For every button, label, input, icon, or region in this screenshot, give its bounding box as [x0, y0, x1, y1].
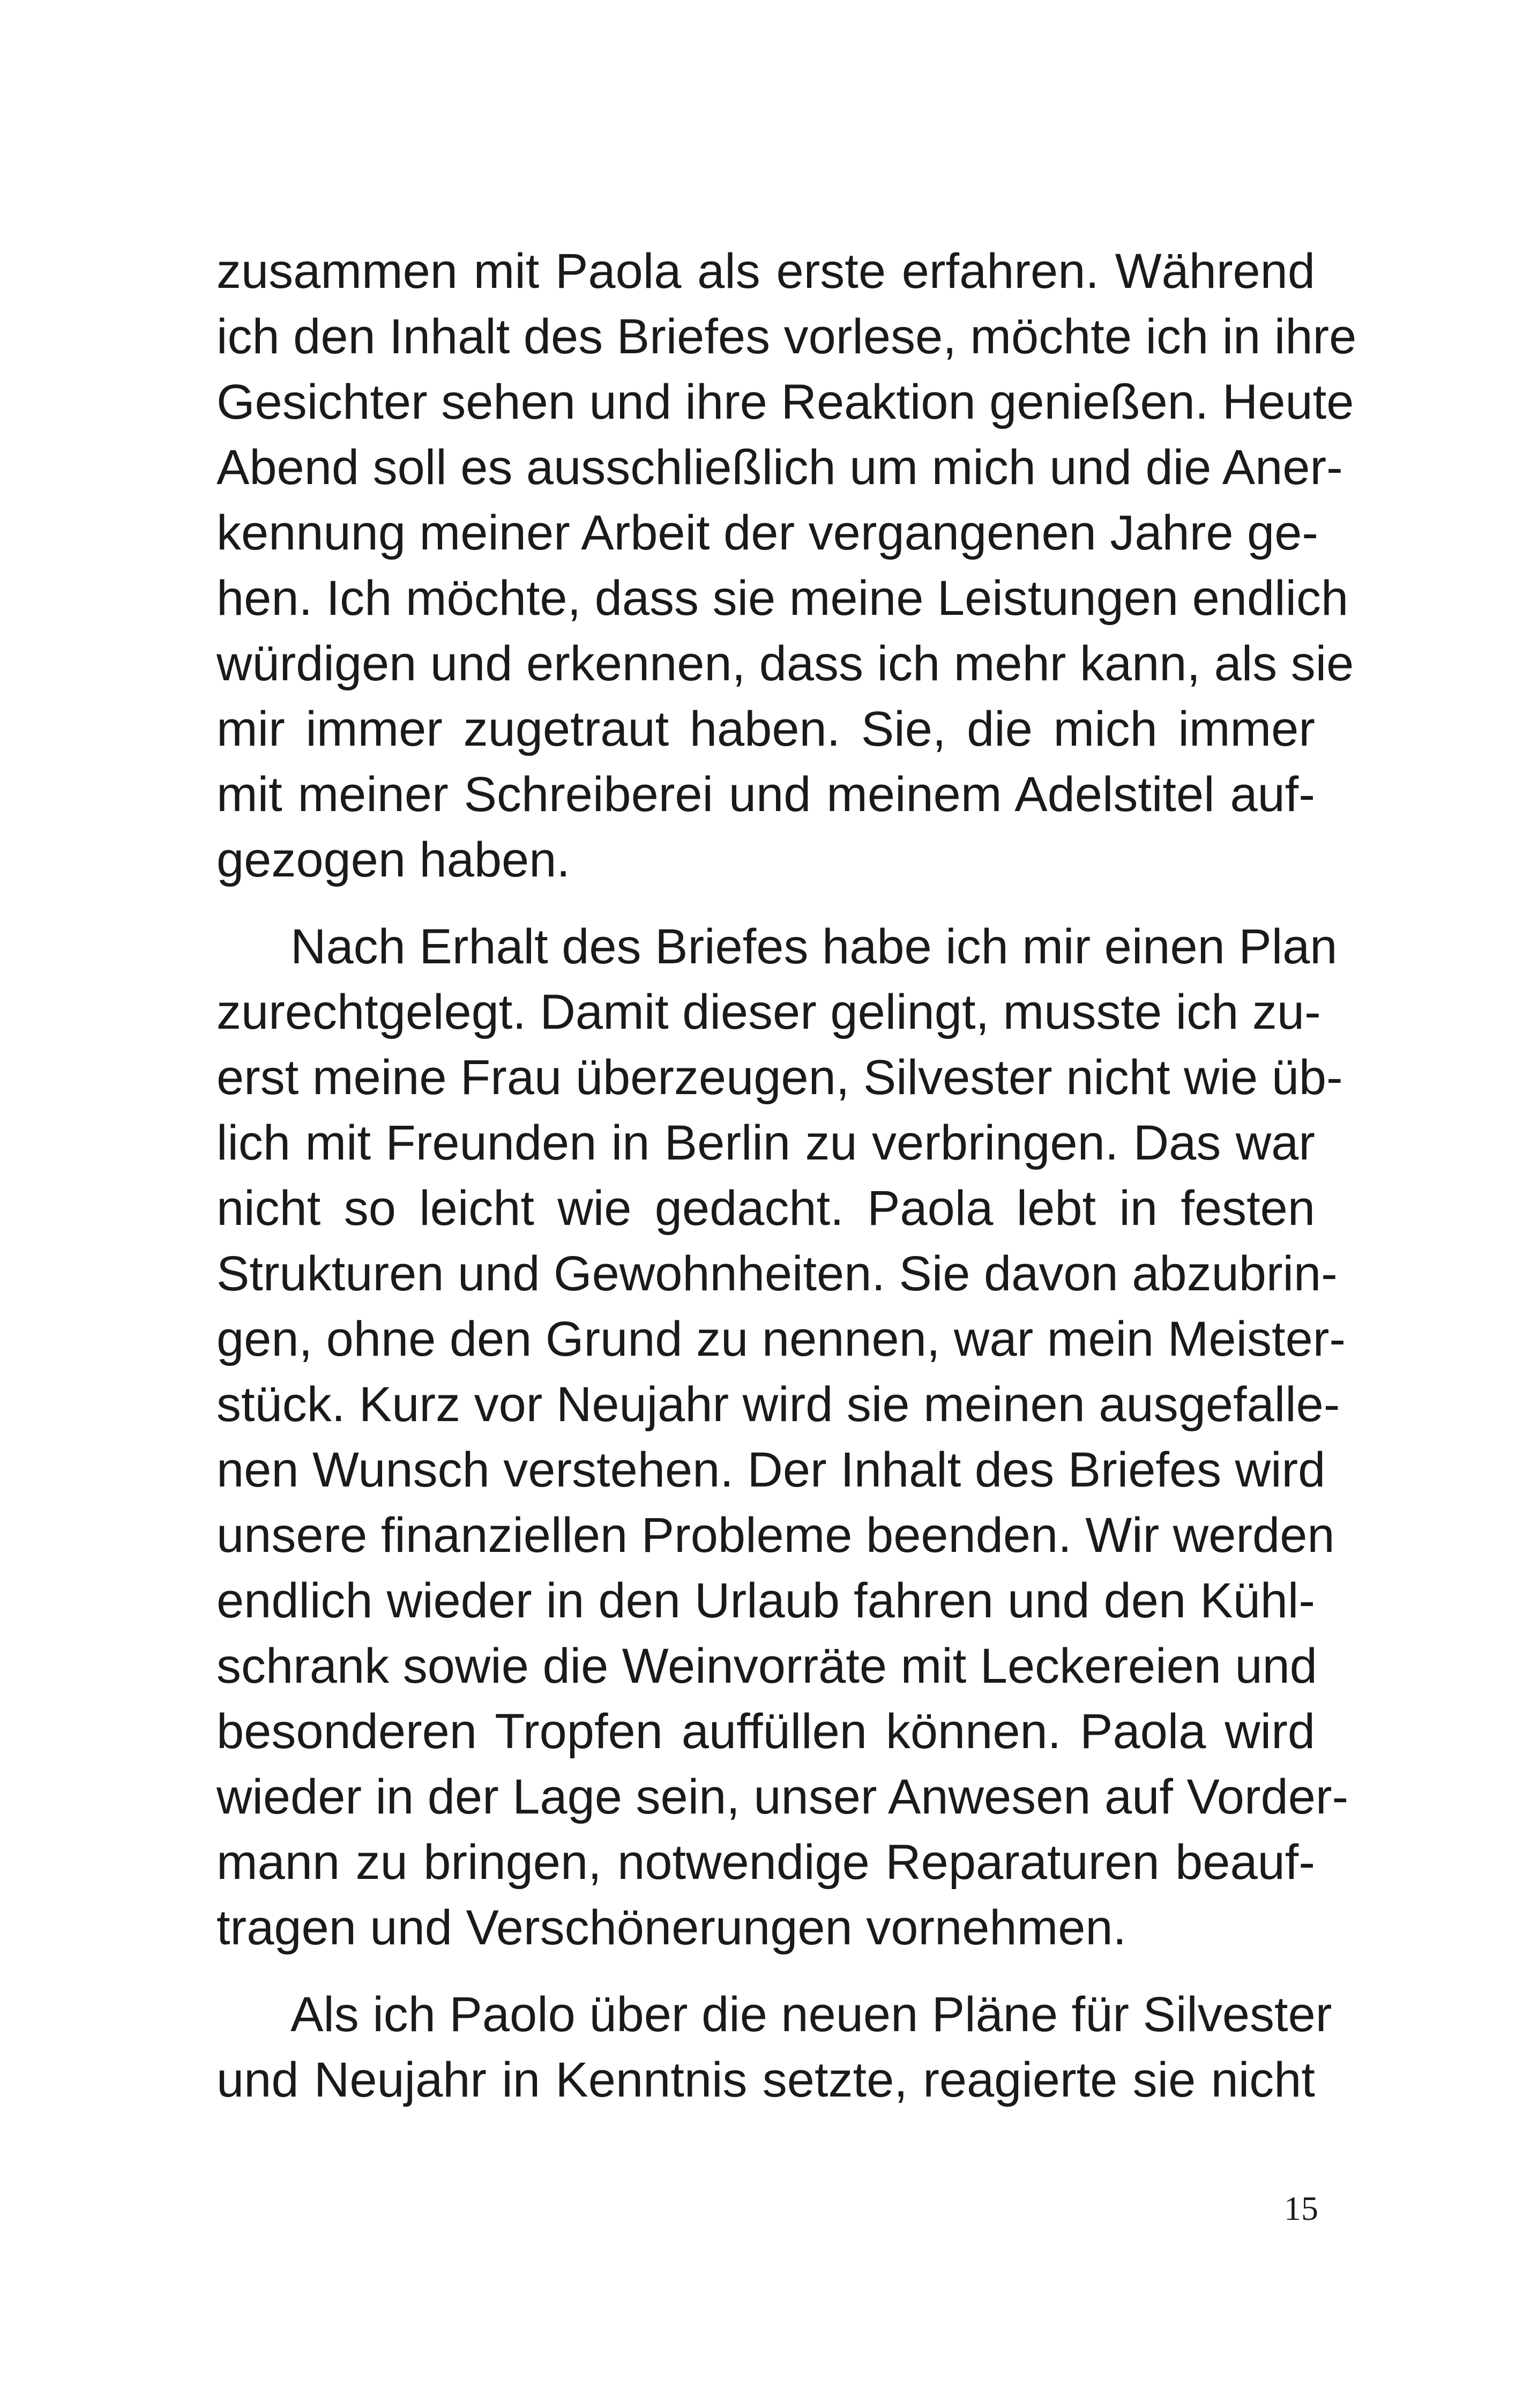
paragraph — [216, 239, 1357, 893]
text-line: gezogen haben. — [216, 833, 570, 887]
text-line: zusammen mit Paola als erste erfahren. Während — [216, 244, 1315, 299]
text-line: nicht so leicht wie gedacht. Paola lebt in festen — [216, 1181, 1315, 1236]
paragraph — [216, 1982, 1332, 2113]
text-line: Gesichter sehen und ihre Reaktion genießen. Heute — [216, 375, 1354, 429]
text-line: lich mit Freunden in Berlin zu verbringen. Das war — [216, 1116, 1315, 1170]
text-line: gen, ohne den Grund zu nennen, war mein Meister- — [216, 1312, 1346, 1366]
text-line: Abend soll es ausschließlich um mich und die Aner- — [216, 440, 1343, 495]
text-line: Nach Erhalt des Briefes habe ich mir einen Plan — [290, 919, 1338, 974]
text-line: ich den Inhalt des Briefes vorlese, möchte ich in ihre — [216, 309, 1357, 364]
text-line: würdigen und erkennen, dass ich mehr kann, als sie — [216, 636, 1354, 691]
text-line: mit meiner Schreiberei und meinem Adelstitel auf- — [216, 767, 1315, 822]
text-line: mann zu bringen, notwendige Reparaturen beauf- — [216, 1835, 1315, 1890]
text-line: besonderen Tropfen auffüllen können. Paola wird — [216, 1704, 1315, 1759]
text-line: zurechtgelegt. Damit dieser gelingt, musste ich zu- — [216, 985, 1321, 1039]
text-line: stück. Kurz vor Neujahr wird sie meinen ausgefalle- — [216, 1377, 1340, 1432]
text-line: und Neujahr in Kenntnis setzte, reagierte sie nicht — [216, 2053, 1315, 2107]
text-line: endlich wieder in den Urlaub fahren und den Kühl- — [216, 1573, 1315, 1628]
text-line: unsere finanziellen Probleme beenden. Wir werden — [216, 1508, 1335, 1563]
text-line: tragen und Verschönerungen vornehmen. — [216, 1900, 1127, 1955]
text-line: Als ich Paolo über die neuen Pläne für Silvester — [290, 1987, 1332, 2042]
body-text — [216, 239, 1357, 2113]
text-line: mir immer zugetraut haben. Sie, die mich immer — [216, 702, 1315, 756]
text-line: wieder in der Lage sein, unser Anwesen auf Vorder- — [216, 1770, 1349, 1824]
text-line: Strukturen und Gewohnheiten. Sie davon abzubrin- — [216, 1246, 1338, 1301]
text-line: schrank sowie die Weinvorräte mit Leckereien und — [216, 1639, 1317, 1693]
paragraph — [216, 914, 1349, 1960]
text-line: kennung meiner Arbeit der vergangenen Jahre ge- — [216, 506, 1319, 560]
page-number: 15 — [1284, 2189, 1318, 2227]
text-line: hen. Ich möchte, dass sie meine Leistungen endlich — [216, 571, 1349, 626]
text-line: nen Wunsch verstehen. Der Inhalt des Briefes wird — [216, 1443, 1326, 1497]
paragraph-gap — [216, 1960, 1315, 1982]
paragraph-gap — [216, 893, 1315, 914]
text-line: erst meine Frau überzeugen, Silvester nicht wie üb- — [216, 1050, 1343, 1105]
